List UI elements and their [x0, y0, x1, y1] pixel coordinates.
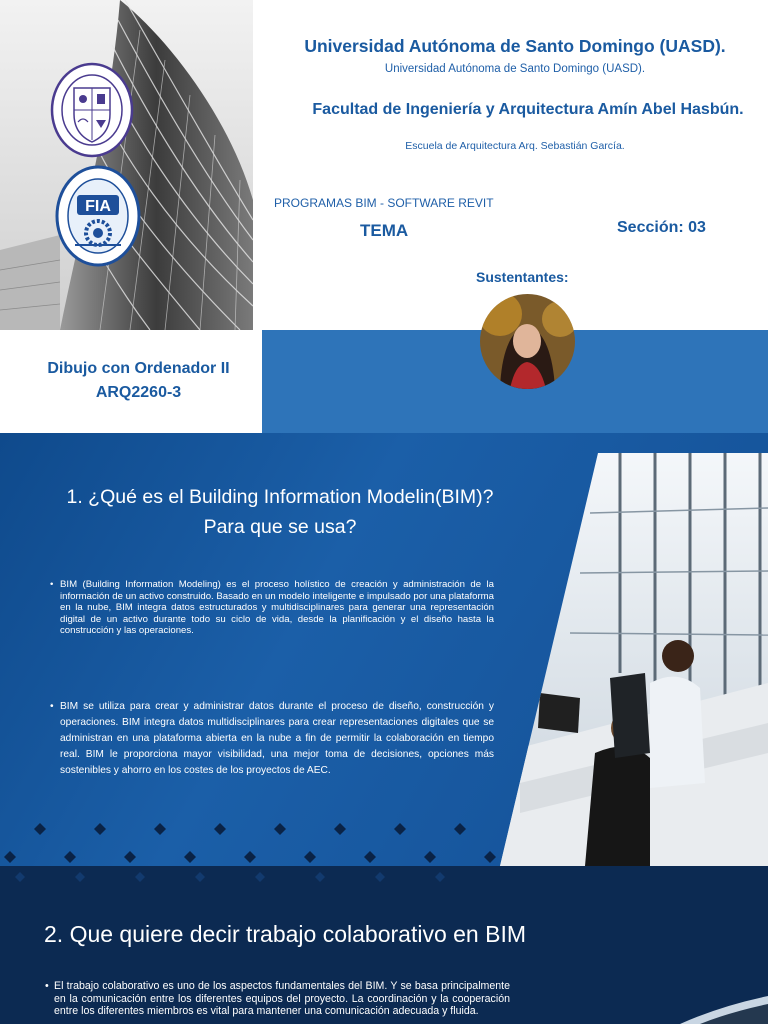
section-number: Sección: 03 — [617, 219, 706, 236]
uasd-seal-logo — [50, 62, 134, 158]
cover-page — [0, 0, 768, 433]
bullet-text: El trabajo colaborativo es uno de los aspectos fundamentales del BIM. Y se basa principalmente en la comunicación entre los diferentes equipos del proyecto. La coordinación y la cooperación entre los diferentes miembros es vital para mantener una comunicación adecuada y fluida. — [54, 980, 510, 1017]
presenter-avatar — [480, 294, 575, 389]
program-label: PROGRAMAS BIM - SOFTWARE REVIT — [274, 196, 494, 210]
bullet-dot: • — [50, 701, 54, 712]
collab-bullet — [45, 980, 510, 1018]
fia-faculty-logo — [55, 165, 141, 267]
university-subtitle: Universidad Autónoma de Santo Domingo (UASD). — [384, 63, 646, 75]
section1-title-line2: Para que se usa? — [203, 516, 357, 538]
bullet-dot: • — [45, 980, 49, 992]
course-code: ARQ2260-3 — [95, 384, 182, 401]
svg-text:FIA: FIA — [85, 198, 111, 215]
school-name: Escuela de Arquitectura Arq. Sebastián García. — [405, 140, 625, 152]
corner-photo-fragment — [680, 996, 768, 1024]
diamond-pattern-dark — [0, 866, 768, 896]
bullet-text: BIM se utiliza para crear y administrar datos durante el proceso de diseño, construcción y operaciones. BIM integra datos multidisciplinares para crear representaciones digitales que se administran en una plataforma abierta en la nube a fin de permitir la colaboración en tiempo real. BIM le proporciona mayor visibilidad, una mejor toma de decisiones, opciones más sostenibles y ahorro en los costes de los proyectos de AEC. — [60, 701, 494, 776]
bim-definition-section — [0, 433, 768, 866]
bullet-dot: • — [50, 579, 54, 590]
section1-title-line1: 1. ¿Qué es el Building Information Modelin(BIM)? — [66, 486, 494, 508]
section1-title — [20, 482, 540, 542]
diamond-pattern — [0, 813, 520, 866]
section2-title: 2. Que quiere decir trabajo colaborativo en BIM — [44, 921, 526, 947]
course-info — [0, 357, 277, 405]
presenters-label: Sustentantes: — [476, 269, 569, 285]
university-title: Universidad Autónoma de Santo Domingo (UASD). — [304, 36, 726, 56]
faculty-name: Facultad de Ingeniería y Arquitectura Amín Abel Hasbún. — [312, 101, 744, 118]
topic-label: TEMA — [360, 221, 409, 240]
bim-bullet-usage — [50, 699, 494, 779]
office-meeting-photo — [500, 453, 768, 866]
course-name: Dibujo con Ordenador II — [47, 360, 230, 377]
collaborative-work-section — [0, 866, 768, 1024]
bullet-text: BIM (Building Information Modeling) es el proceso holístico de creación y administración de la información de un activo construido. Basado en un modelo inteligente e impulsado por una plataforma en la nube, BIM integra datos estructurados y multidisciplinares para generar una representación digital de un activo durante todo su ciclo de vida, desde la planificación y el diseño hasta la construcción y las operaciones. — [60, 579, 494, 636]
bim-bullet-definition — [50, 579, 494, 637]
